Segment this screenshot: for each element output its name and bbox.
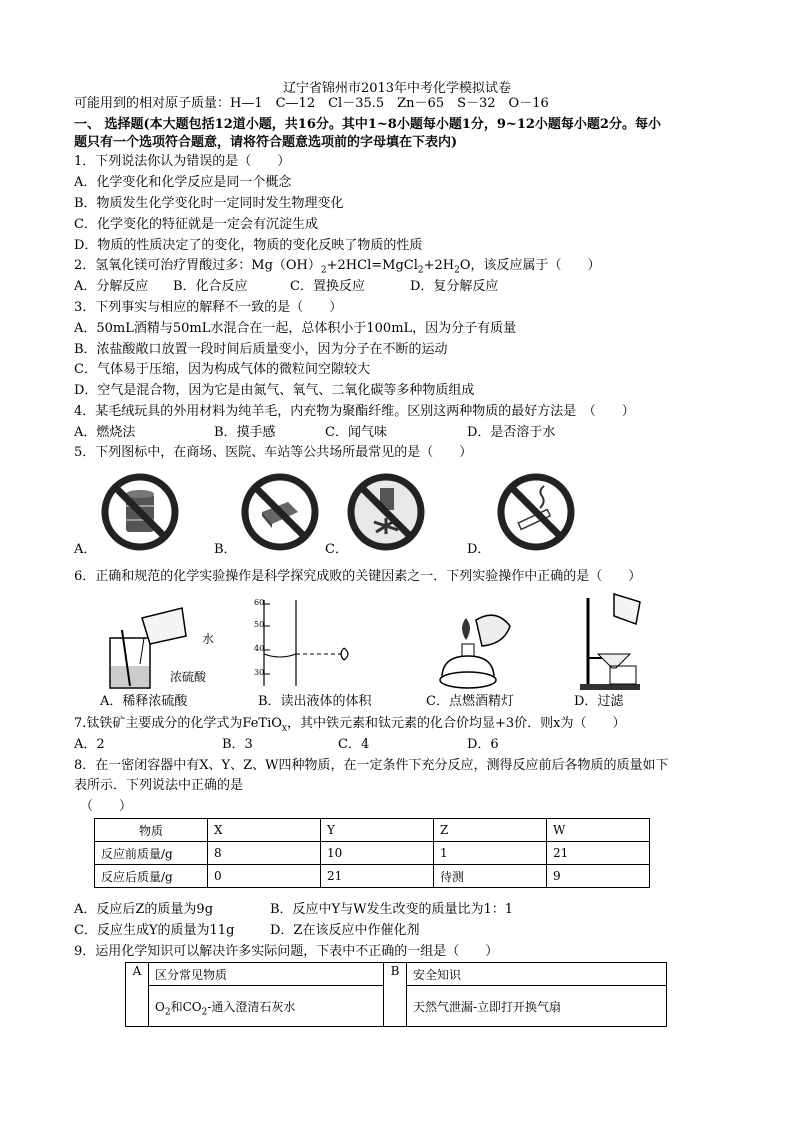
section-heading-line2: 题只有一个选项符合题意，请将符合题意选项前的字母填在下表内) <box>74 135 458 150</box>
q8-option-a: A．反应后Z的质量为9g <box>74 902 214 917</box>
table-row <box>126 963 667 986</box>
q1-stem: 1．下列说法你认为错误的是（ ） <box>74 154 291 169</box>
q4-stem: 4．某毛绒玩具的外用材料为纯羊毛，内充物为聚酯纤维。区别这两种物质的最好方法是 （ ） <box>74 404 635 419</box>
table-cell: B <box>384 963 407 1027</box>
table-cell: 21 <box>321 865 434 888</box>
q2-option-a: A．分解反应 <box>74 279 149 294</box>
q2-stem: 2．氢氧化镁可治疗胃酸过多：$Mg(OH)_2+2HCl=MgCl_2+2H_2O$，该反应属于（ ） <box>74 258 601 276</box>
q2-option-c: C．置换反应 <box>290 279 365 294</box>
table-cell: Y <box>321 819 434 842</box>
table-row <box>95 842 650 865</box>
filtration-figure <box>578 592 678 692</box>
q6-option-b: B．读出液体的体积 <box>258 694 372 709</box>
q8-stem-line1: 8．在一密闭容器中有X、Y、Z、W四种物质，在一定条件下充分反应，测得反应前后各物质的质量如下 <box>74 758 669 773</box>
table-cell: X <box>208 819 321 842</box>
table-cell: 1 <box>434 842 547 865</box>
scale-60: 60 <box>254 598 265 607</box>
table-cell: 9 <box>547 865 650 888</box>
q6-option-d: D．过滤 <box>574 694 624 709</box>
table-row <box>95 819 650 842</box>
scale-40: 40 <box>254 644 265 653</box>
q1-option-d: D．物质的性质决定了的变化，物质的变化反映了物质的性质 <box>74 238 423 253</box>
q3-option-c: C．气体易于压缩，因为构成气体的微粒间空隙较大 <box>74 362 370 377</box>
q6-stem: 6．正确和规范的化学实验操作是科学探究成败的关键因素之一．下列实验操作中正确的是（ ） <box>74 569 642 584</box>
q9-stem: 9．运用化学知识可以解决许多实际问题，下表中不正确的一组是（ ） <box>74 944 499 959</box>
q5-option-a: A． <box>74 542 97 557</box>
q4-option-a: A．燃烧法 <box>74 425 136 440</box>
table-cell: 反应前质量/g <box>95 842 208 865</box>
q3-option-a: A．50mL酒精与50mL水混合在一起，总体积小于100mL，因为分子有质量 <box>74 321 517 336</box>
q1-option-a: A．化学变化和化学反应是同一个概念 <box>74 175 292 190</box>
no-smoking-icon <box>496 472 576 552</box>
q1-option-b: B．物质发生化学变化时一定同时发生物理变化 <box>74 196 344 211</box>
q4-option-d: D．是否溶于水 <box>467 425 556 440</box>
q6-option-c: C．点燃酒精灯 <box>426 694 514 709</box>
q3-stem: 3．下列事实与相应的解释不一致的是（ ） <box>74 300 343 315</box>
no-fireworks-icon <box>346 472 426 552</box>
q8-stem-line2: 表所示．下列说法中正确的是 <box>74 778 244 793</box>
no-matches-icon <box>240 472 320 552</box>
table-cell: 安全知识 <box>407 963 667 986</box>
table-cell: 物质 <box>95 819 208 842</box>
atomic-mass-line: 可能用到的相对原子质量：H—1 C—12 Cl－35.5 Zn－65 S－32 O－16 <box>74 96 549 111</box>
label-conc-acid: 浓硫酸 <box>170 670 207 684</box>
table-cell: 8 <box>208 842 321 865</box>
table-cell: 区分常见物质 <box>149 963 384 986</box>
table-row <box>95 865 650 888</box>
light-lamp-figure <box>420 600 530 692</box>
table-cell: 10 <box>321 842 434 865</box>
table-cell: 天然气泄漏-立即打开换气扇 <box>407 986 667 1027</box>
table-cell: $O_2$和$CO_2-$通入澄清石灰水 <box>149 986 384 1027</box>
q3-option-d: D．空气是混合物，因为它是由氮气、氧气、二氧化碳等多种物质组成 <box>74 383 475 398</box>
q7-option-b: B．3 <box>222 737 253 752</box>
q4-option-c: C．闻气味 <box>325 425 387 440</box>
table-cell: W <box>547 819 650 842</box>
q6-option-a: A．稀释浓硫酸 <box>100 694 188 709</box>
q8-mass-table <box>94 818 650 888</box>
q7-option-d: D．6 <box>467 737 499 752</box>
table-cell: 反应后质量/g <box>95 865 208 888</box>
scale-50: 50 <box>254 620 265 629</box>
q9-knowledge-table <box>125 962 667 1027</box>
q7-stem: 7.钛铁矿主要成分的化学式为FeTiO$_x$，其中铁元素和钛元素的化合价均显+3价．则x为（ ） <box>74 716 626 734</box>
cylinder-reading-figure <box>248 596 368 688</box>
q8-option-d: D．Z在该反应中作催化剂 <box>270 923 420 938</box>
q2-option-b: B．化合反应 <box>173 279 248 294</box>
table-cell: A <box>126 963 149 1027</box>
q5-option-c: C． <box>325 542 348 557</box>
q5-option-b: B． <box>214 542 237 557</box>
scale-30: 30 <box>254 668 265 677</box>
label-water: 水 <box>202 632 215 646</box>
q2-option-d: D．复分解反应 <box>410 279 499 294</box>
table-cell: 0 <box>208 865 321 888</box>
q3-option-b: B．浓盐酸敞口放置一段时间后质量变小，因为分子在不断的运动 <box>74 342 448 357</box>
q1-option-c: C．化学变化的特征就是一定会有沉淀生成 <box>74 217 318 232</box>
q8-option-c: C．反应生成Y的质量为11g <box>74 923 235 938</box>
q8-answer-blank: （ ） <box>80 799 133 814</box>
q7-option-c: C．4 <box>338 737 370 752</box>
table-cell: Z <box>434 819 547 842</box>
table-cell: 待测 <box>434 865 547 888</box>
q8-option-b: B．反应中Y与W发生改变的质量比为1：1 <box>270 902 514 917</box>
q4-option-b: B．摸手感 <box>214 425 276 440</box>
table-cell: 21 <box>547 842 650 865</box>
section-heading-line1: 一、 选择题(本大题包括12道小题，共16分。其中1~8小题每小题1分，9~12小题每小题2分。每小 <box>74 117 661 132</box>
q7-option-a: A．2 <box>74 737 105 752</box>
page-title: 辽宁省锦州市2013年中考化学模拟试卷 <box>282 81 512 96</box>
no-fuel-drum-icon <box>100 472 180 552</box>
q5-stem: 5．下列图标中，在商场、医院、车站等公共场所最常见的是（ ） <box>74 445 473 460</box>
q5-option-d: D． <box>467 542 491 557</box>
